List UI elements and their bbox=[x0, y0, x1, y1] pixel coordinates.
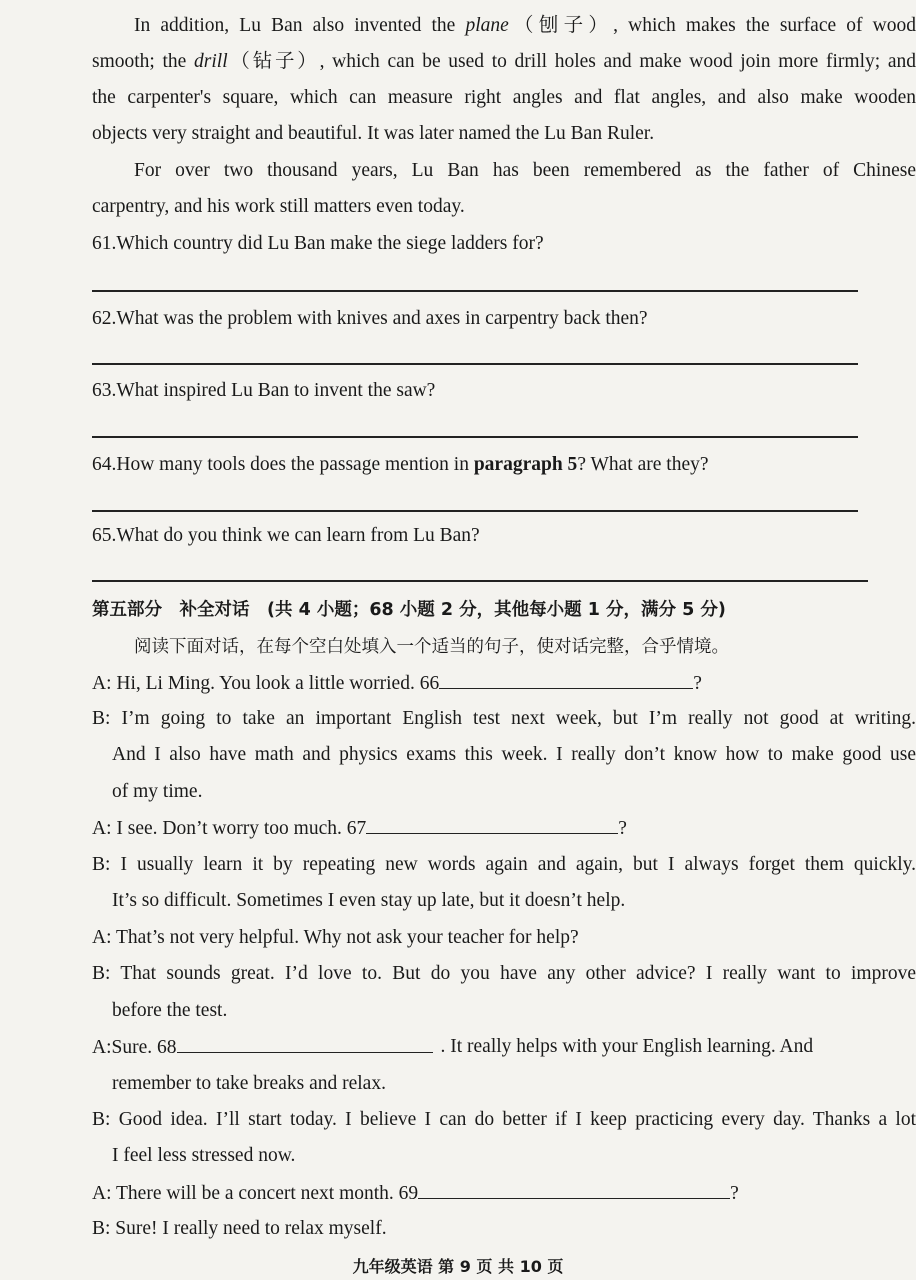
dialogue-line-10: B: Sure! I really need to relax myself. bbox=[92, 1218, 387, 1239]
passage-p5-line4: objects very straight and beautiful. It was later named the Lu Ban Ruler. bbox=[92, 123, 655, 144]
passage-p5-line3: the carpenter's square, which can measure right angles and flat angles, and also make wooden bbox=[92, 87, 916, 108]
answer-line-64[interactable] bbox=[92, 510, 858, 512]
blank-68[interactable] bbox=[177, 1034, 433, 1053]
answer-line-61[interactable] bbox=[92, 290, 858, 292]
dialogue-line-5: A: That’s not very helpful. Why not ask your teacher for help? bbox=[92, 927, 579, 948]
blank-67[interactable] bbox=[366, 815, 618, 834]
answer-line-63[interactable] bbox=[92, 436, 858, 438]
question-62: 62.What was the problem with knives and axes in carpentry back then? bbox=[92, 308, 648, 329]
answer-line-65[interactable] bbox=[92, 580, 868, 582]
question-65: 65.What do you think we can learn from Lu Ban? bbox=[92, 525, 480, 546]
dialogue-line-9: A: There will be a concert next month. 69 ? bbox=[92, 1180, 739, 1207]
dialogue-line-8a: B: Good idea. I’ll start today. I believe I can do better if I keep practicing every day. Thanks a lot bbox=[92, 1109, 916, 1130]
passage-p6-line2: carpentry, and his work still matters even today. bbox=[92, 196, 465, 217]
dialogue-line-7a: A:Sure. 68 . It really helps with your English learning. And bbox=[92, 1036, 814, 1058]
question-64: 64.How many tools does the passage mention in paragraph 5? What are they? bbox=[92, 454, 709, 475]
dialogue-line-6a: B: That sounds great. I’d love to. But do you have any other advice? I really want to improve bbox=[92, 963, 916, 984]
dialogue-line-3: A: I see. Don’t worry too much. 67 ? bbox=[92, 815, 627, 842]
dialogue-line-7b: remember to take breaks and relax. bbox=[112, 1073, 386, 1094]
blank-69[interactable] bbox=[418, 1180, 730, 1199]
passage-p6-line1: For over two thousand years, Lu Ban has been remembered as the father of Chinese bbox=[134, 160, 916, 181]
answer-line-62[interactable] bbox=[92, 363, 858, 365]
dialogue-line-4a: B: I usually learn it by repeating new words again and again, but I always forget them quickly. bbox=[92, 854, 916, 875]
passage-p5-line1: In addition, Lu Ban also invented the plane（刨子）, which makes the surface of wood bbox=[134, 13, 916, 36]
dialogue-line-4b: It’s so difficult. Sometimes I even stay up late, but it doesn’t help. bbox=[112, 890, 626, 911]
term-drill: drill bbox=[194, 51, 228, 72]
dialogue-line-8b: I feel less stressed now. bbox=[112, 1145, 296, 1166]
section-heading: 第五部分 补全对话 (共 4 小题；68 小题 2 分，其他每小题 1 分，满分 5 分) bbox=[92, 600, 726, 620]
paragraph-ref: paragraph 5 bbox=[473, 454, 578, 475]
dialogue-line-6b: before the test. bbox=[112, 1000, 228, 1021]
dialogue-line-2a: B: I’m going to take an important English test next week, but I’m really not good at writing. bbox=[92, 708, 916, 729]
dialogue-line-1: A: Hi, Li Ming. You look a little worried. 66 ? bbox=[92, 670, 702, 697]
section-instruction: 阅读下面对话，在每个空白处填入一个适当的句子，使对话完整，合乎情境。 bbox=[134, 637, 729, 657]
blank-66[interactable] bbox=[439, 670, 693, 689]
page-footer: 九年级英语 第 9 页 共 10 页 bbox=[352, 1257, 564, 1276]
passage-p5-line2: smooth; the drill（钻子）, which can be used to drill holes and make wood join more firmly; and bbox=[92, 49, 916, 72]
dialogue-line-2b: And I also have math and physics exams this week. I really don’t know how to make good use bbox=[112, 744, 916, 765]
question-61: 61.Which country did Lu Ban make the siege ladders for? bbox=[92, 233, 544, 254]
question-63: 63.What inspired Lu Ban to invent the saw? bbox=[92, 380, 436, 401]
term-plane: plane bbox=[465, 15, 509, 36]
dialogue-line-2c: of my time. bbox=[112, 781, 203, 802]
